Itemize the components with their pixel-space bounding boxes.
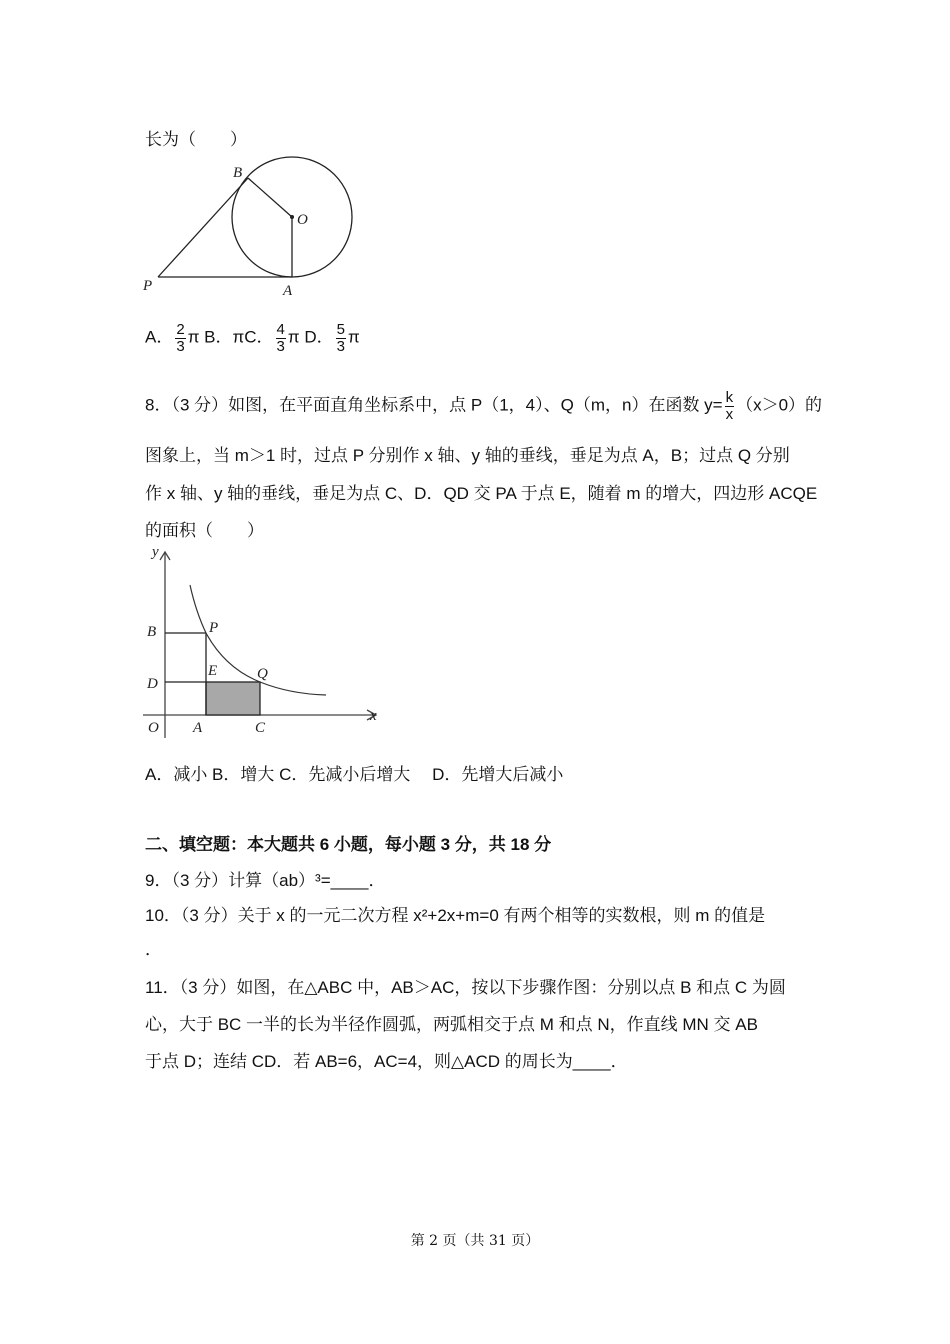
page-footer: 第 2 页（共 31 页） bbox=[410, 1233, 540, 1249]
option-d-label: D． bbox=[304, 327, 334, 347]
shaded-acqe bbox=[206, 682, 260, 715]
q10-line1: 10．（3 分）关于 x 的一元二次方程 x²+2x+m=0 有两个相等的实数根，则 m 的值是 bbox=[145, 906, 766, 925]
q8-line3: 作 x 轴、y 轴的垂线，垂足为点 C、D．QD 交 PA 于点 E，随着 m 的增大，四边形 ACQE bbox=[145, 484, 818, 503]
fraction: $\frac{2}{3}$ bbox=[176, 321, 185, 355]
q11-line2: 心，大于 BC 一半的长为半径作圆弧，两弧相交于点 M 和点 N，作直线 MN 交 AB bbox=[145, 1015, 758, 1034]
q9: 9．（3 分）计算（ab）³=____． bbox=[145, 871, 386, 890]
tangent-pb bbox=[158, 178, 248, 277]
q11-line3: 于点 D；连结 CD．若 AB=6，AC=4，则△ACD 的周长为____． bbox=[145, 1052, 628, 1071]
q8-options: A．减小 B．增大 C．先减小后增大 D．先增大后减小 bbox=[145, 765, 564, 784]
label-b: B bbox=[233, 165, 243, 181]
center-dot bbox=[290, 215, 294, 219]
radius-ob bbox=[248, 178, 292, 217]
q8-figure-inverse-function bbox=[140, 540, 390, 740]
option-b: B．π bbox=[204, 327, 245, 347]
section-2-heading: 二、填空题：本大题共 6 小题，每小题 3 分，共 18 分 bbox=[145, 835, 552, 854]
pi: π bbox=[347, 327, 360, 347]
svg-text:y: y bbox=[152, 544, 159, 560]
pi: π bbox=[187, 327, 200, 347]
svg-text:A: A bbox=[193, 720, 203, 736]
fraction: $\frac{4}{3}$ bbox=[276, 321, 285, 355]
svg-text:Q: Q bbox=[257, 666, 268, 682]
q8-line4: 的面积（ ） bbox=[145, 521, 264, 540]
label-p: P bbox=[143, 278, 153, 294]
q7-stem-tail: 长为（ ） bbox=[145, 130, 247, 149]
label-o: O bbox=[297, 212, 308, 228]
svg-text:P: P bbox=[209, 620, 219, 636]
q11-line1: 11．（3 分）如图，在△ABC 中，AB＞AC，按以下步骤作图：分别以点 B 和点 C 为圆 bbox=[145, 978, 786, 997]
pi: π bbox=[287, 327, 300, 347]
fraction: $\frac{5}{3}$ bbox=[336, 321, 345, 355]
fraction-k-over-x: $\frac{k}{x}$ bbox=[725, 389, 734, 423]
svg-text:O: O bbox=[148, 720, 159, 736]
q8-line1: 8．（3 分）如图，在平面直角坐标系中，点 P（1，4）、Q（m，n）在函数 y= $\frac{k}{x}$ （x＞0）的 bbox=[145, 389, 823, 423]
svg-text:x: x bbox=[370, 708, 377, 724]
svg-text:D: D bbox=[147, 676, 158, 692]
q7-figure-circle-tangent bbox=[140, 150, 370, 300]
svg-text:E: E bbox=[208, 663, 218, 679]
svg-text:C: C bbox=[255, 720, 266, 736]
label-a: A bbox=[283, 283, 293, 299]
q10-line2: ． bbox=[145, 940, 162, 959]
q7-options bbox=[145, 322, 360, 354]
option-a-label: A． bbox=[145, 327, 174, 347]
q8-line2: 图象上，当 m＞1 时，过点 P 分别作 x 轴、y 轴的垂线，垂足为点 A，B；过点 Q 分别 bbox=[145, 446, 790, 465]
svg-text:B: B bbox=[147, 624, 157, 640]
option-c-label: C． bbox=[244, 327, 274, 347]
